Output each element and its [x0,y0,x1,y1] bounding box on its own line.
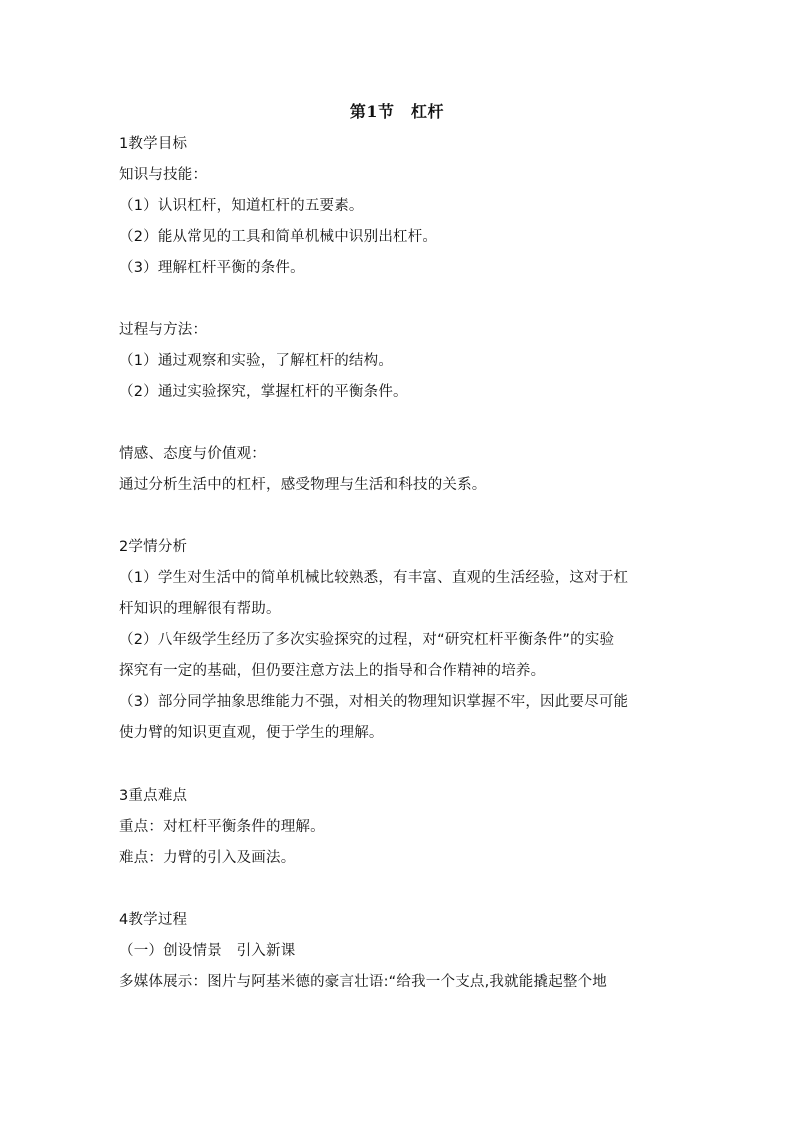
text-line: （2）能从常见的工具和简单机械中识别出杠杆。 [119,229,438,245]
subheading-create-scenario: （一）创设情景 引入新课 [119,943,296,959]
text-line: （3）理解杠杆平衡的条件。 [119,260,305,276]
text-line: （2）八年级学生经历了多次实验探究的过程，对“研究杠杆平衡条件”的实验 [119,632,615,648]
text-line: （1）认识杠杆，知道杠杆的五要素。 [119,198,364,214]
subheading-knowledge-skills: 知识与技能： [119,167,208,183]
text-line: 重点：对杠杆平衡条件的理解。 [119,819,325,835]
text-line: （2）通过实验探究，掌握杠杆的平衡条件。 [119,384,408,400]
subheading-attitudes-values: 情感、态度与价值观： [119,446,266,462]
text-line: 难点：力臂的引入及画法。 [119,850,296,866]
page-title: 第1节 杠杆 [349,102,445,121]
text-line: 探究有一定的基础，但仍要注意方法上的指导和合作精神的培养。 [119,663,546,679]
section-heading-learning-analysis: 2学情分析 [119,539,188,555]
section-heading-key-difficulties: 3重点难点 [119,788,188,804]
text-line: 通过分析生活中的杠杆，感受物理与生活和科技的关系。 [119,477,487,493]
section-heading-teaching-goals: 1教学目标 [119,136,188,152]
text-line: （3）部分同学抽象思维能力不强，对相关的物理知识掌握不牢，因此要尽可能 [119,694,629,710]
text-line: 多媒体展示：图片与阿基米德的豪言壮语:“给我一个支点,我就能撬起整个地 [119,974,608,990]
text-line: （1）学生对生活中的简单机械比较熟悉，有丰富、直观的生活经验，这对于杠 [119,570,629,586]
text-line: 使力臂的知识更直观，便于学生的理解。 [119,725,384,741]
text-line: （1）通过观察和实验，了解杠杆的结构。 [119,353,394,369]
subheading-process-methods: 过程与方法： [119,322,208,338]
section-heading-teaching-process: 4教学过程 [119,912,188,928]
text-line: 杆知识的理解很有帮助。 [119,601,281,617]
